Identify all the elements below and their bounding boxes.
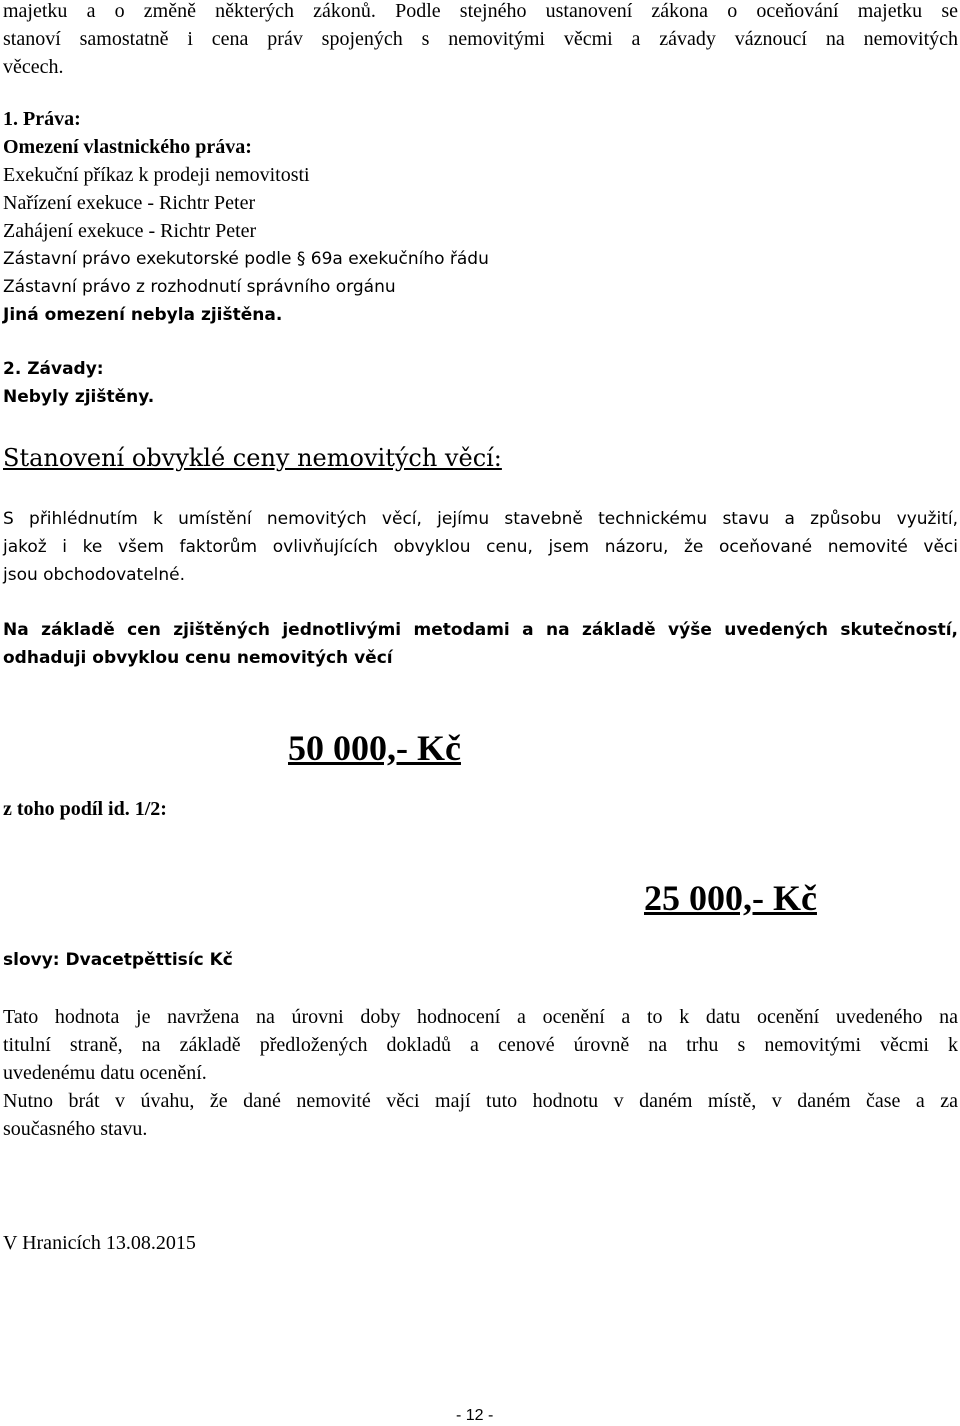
conclusion-line: Na základě cen zjištěných jednotlivými metodami a na základě výše uvedených skutečností, xyxy=(3,620,958,640)
conclusion-line: odhaduji obvyklou cenu nemovitých věcí xyxy=(3,648,393,668)
closing-line: Tato hodnota je navržena na úrovni doby hodnocení a ocenění a to k datu ocenění uvedeného na xyxy=(3,1006,958,1028)
intro-line: majetku a o změně některých zákonů. Podle stejného ustanovení zákona o oceňování majetku se xyxy=(3,0,958,22)
rights-section xyxy=(3,105,903,245)
no-other-restrictions: Jiná omezení nebyla zjištěna. xyxy=(3,305,283,325)
share-label: z toho podíl id. 1/2: xyxy=(3,798,167,820)
closing-line: uvedenému datu ocenění. xyxy=(3,1062,207,1084)
valuation-line: jakož i ke všem faktorům ovlivňujících obvyklou cenu, jsem názoru, že oceňované nemovité věci xyxy=(3,537,958,557)
amount-in-words: slovy: Dvacetpěttisíc Kč xyxy=(3,950,233,970)
valuation-conclusion xyxy=(3,616,958,672)
ownership-restriction-heading: Omezení vlastnického práva: xyxy=(3,136,252,158)
valuation-line: S přihlédnutím k umístění nemovitých věcí, jejímu stavebně technickému stavu a způsobu využití, xyxy=(3,509,958,529)
defects-text: Nebyly zjištěny. xyxy=(3,387,155,407)
closing-line: titulní straně, na základě předložených dokladů a cenové úrovně na trhu s nemovitými věcmi k xyxy=(3,1034,958,1056)
intro-line: stanoví samostatně i cena práv spojených s nemovitými věcmi a závady váznoucí na nemovitých xyxy=(3,28,958,50)
valuation-heading: Stanovení obvyklé ceny nemovitých věcí: xyxy=(3,444,502,472)
intro-line: věcech. xyxy=(3,56,64,78)
valuation-line: jsou obchodovatelné. xyxy=(3,565,186,585)
closing-paragraph xyxy=(3,1003,958,1143)
rights-section-cont xyxy=(3,245,903,329)
restriction-item: Zahájení exekuce - Richtr Peter xyxy=(3,220,257,242)
closing-line: Nutno brát v úvahu, že dané nemovité věci mají tuto hodnotu v daném místě, v daném čase a za xyxy=(3,1090,958,1112)
restriction-item: Exekuční příkaz k prodeji nemovitosti xyxy=(3,164,310,186)
restriction-item: Zástavní právo exekutorské podle § 69a exekučního řádu xyxy=(3,249,489,269)
intro-paragraph xyxy=(3,0,958,81)
closing-line: současného stavu. xyxy=(3,1118,148,1140)
defects-section xyxy=(3,355,903,411)
total-amount: 50 000,- Kč xyxy=(288,728,461,768)
share-amount: 25 000,- Kč xyxy=(644,878,817,918)
valuation-paragraph xyxy=(3,505,958,589)
defects-heading: 2. Závady: xyxy=(3,359,104,379)
restriction-item: Zástavní právo z rozhodnutí správního orgánu xyxy=(3,277,396,297)
place-date: V Hranicích 13.08.2015 xyxy=(3,1232,196,1254)
restriction-item: Nařízení exekuce - Richtr Peter xyxy=(3,192,256,214)
page-number: - 12 - xyxy=(456,1407,494,1424)
rights-heading: 1. Práva: xyxy=(3,108,81,130)
